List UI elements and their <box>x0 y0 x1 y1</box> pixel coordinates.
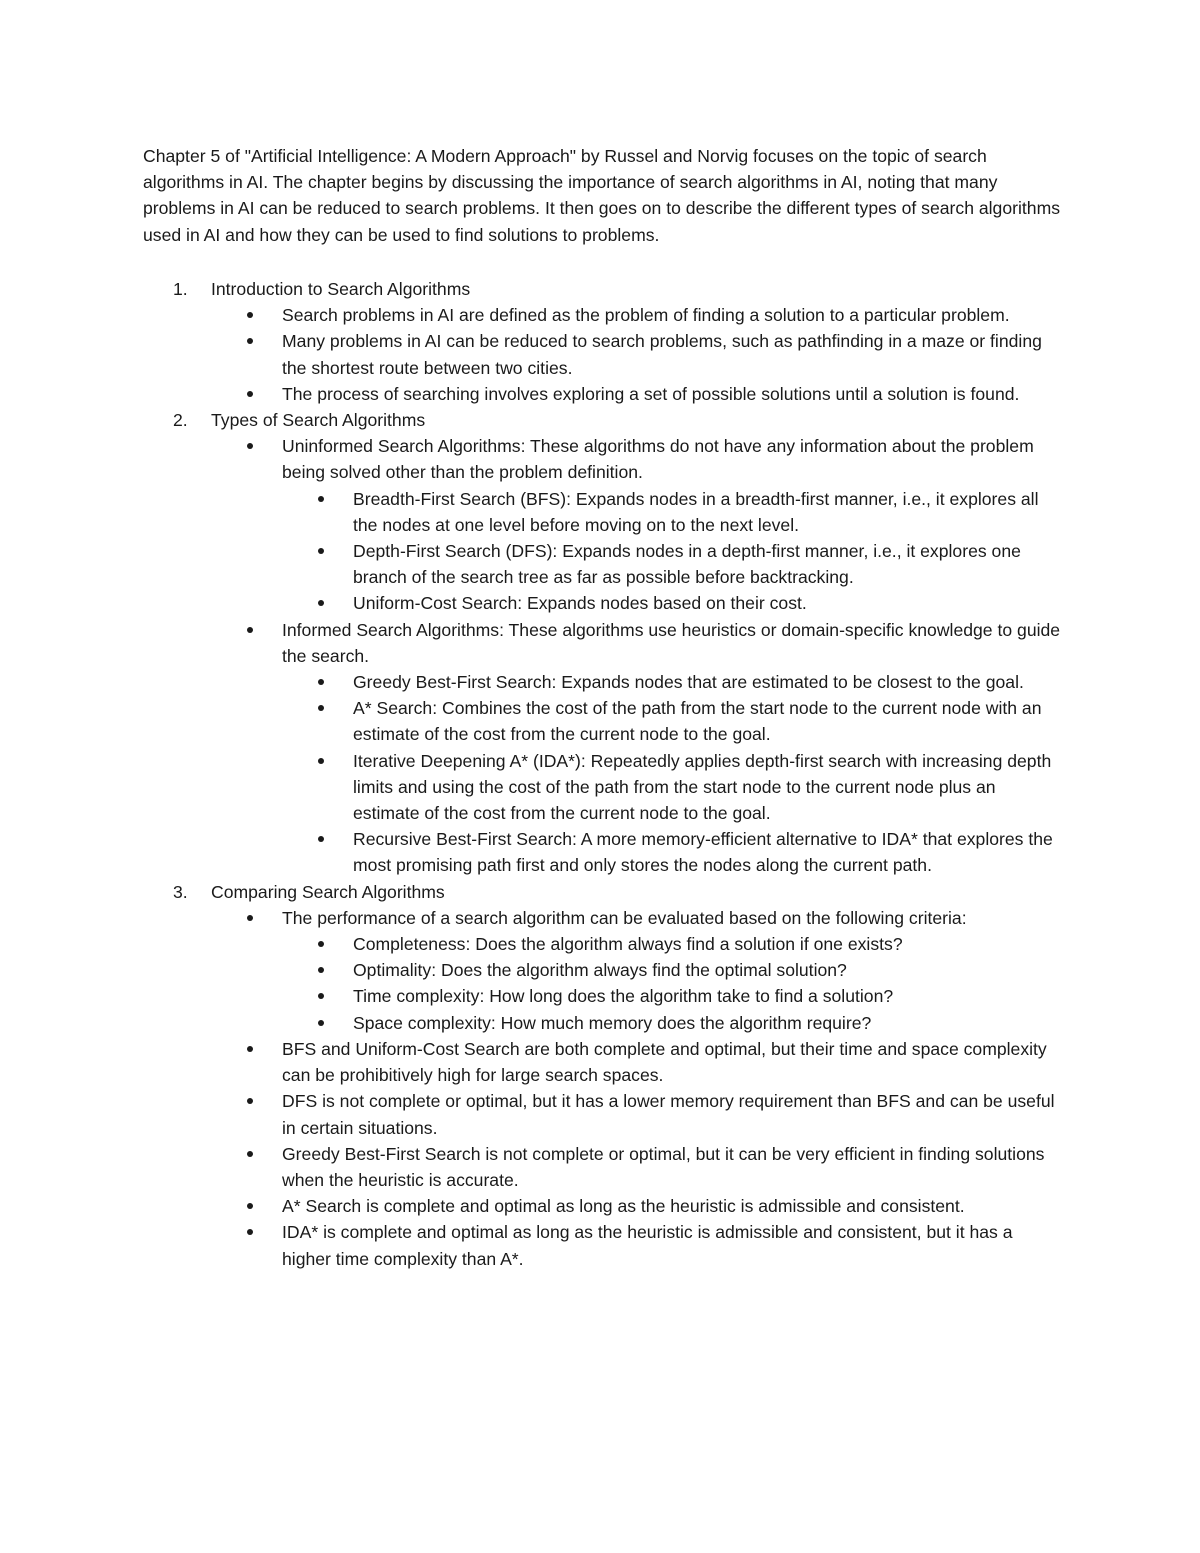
bullet-icon <box>318 496 324 502</box>
bullet-icon <box>318 600 324 606</box>
list-item: The process of searching involves exploring a set of possible solutions until a solution is found. <box>211 381 1063 407</box>
bullet-icon <box>318 758 324 764</box>
section-1 <box>143 276 1063 407</box>
sub-list-item: Optimality: Does the algorithm always find the optimal solution? <box>282 957 1063 983</box>
list-item: IDA* is complete and optimal as long as the heuristic is admissible and consistent, but it has a higher time complexity than A*. <box>211 1219 1063 1271</box>
bullet-icon <box>318 836 324 842</box>
bullet-icon <box>318 548 324 554</box>
section-number: 3. <box>173 881 188 902</box>
bullet-icon <box>318 993 324 999</box>
list-item: Many problems in AI can be reduced to search problems, such as pathfinding in a maze or finding the shortest route between two cities. <box>211 328 1063 380</box>
bullet-icon <box>318 1020 324 1026</box>
bullet-icon <box>247 391 253 397</box>
section-title: Types of Search Algorithms <box>211 410 426 431</box>
bullet-icon <box>247 627 253 633</box>
sub-list-item: Completeness: Does the algorithm always find a solution if one exists? <box>282 931 1063 957</box>
bullet-icon <box>247 1046 253 1052</box>
section-list <box>143 276 1063 1272</box>
sub-list-item: Uniform-Cost Search: Expands nodes based on their cost. <box>282 590 1063 616</box>
bullet-icon <box>318 679 324 685</box>
bullet-icon <box>318 705 324 711</box>
bullet-icon <box>247 915 253 921</box>
list-item: Search problems in AI are defined as the problem of finding a solution to a particular problem. <box>211 302 1063 328</box>
bullet-icon <box>247 1098 253 1104</box>
section-number: 2. <box>173 410 188 431</box>
sub-list-item: Breadth-First Search (BFS): Expands nodes in a breadth-first manner, i.e., it explores all the nodes at one level before moving on to the next level. <box>282 486 1063 538</box>
section-number: 1. <box>173 279 188 299</box>
bullet-icon <box>247 443 253 449</box>
section-3 <box>143 879 1063 1272</box>
bullet-icon <box>247 1151 253 1157</box>
list-item: Uninformed Search Algorithms: These algorithms do not have any information about the problem being solved other than the problem definition. Breadth-First Search (BFS): Expands nodes in a breadth-first manner, i.e., it explores all the nodes at one level before moving on to the next level. Depth-First Search (DFS): Expands nodes in a depth-first manner, i.e., it explores one branch of the search tree as far as possible before backtracking. Uniform-Cost Search: Expands nodes based on their cost. <box>211 433 1063 616</box>
list-item: DFS is not complete or optimal, but it has a lower memory requirement than BFS and can be useful in certain situations. <box>211 1088 1063 1140</box>
sub-list-item: Iterative Deepening A* (IDA*): Repeatedly applies depth-first search with increasing depth limits and using the cost of the path from the start node to the current node plus an estimate of the cost from the current node to the goal. <box>282 748 1063 827</box>
bullet-icon <box>247 338 253 344</box>
sub-list-item: Depth-First Search (DFS): Expands nodes in a depth-first manner, i.e., it explores one branch of the search tree as far as possible before backtracking. <box>282 538 1063 590</box>
list-item: Greedy Best-First Search is not complete or optimal, but it can be very efficient in finding solutions when the heuristic is accurate. <box>211 1141 1063 1193</box>
section-2 <box>143 407 1063 879</box>
sub-list-item: Time complexity: How long does the algorithm take to find a solution? <box>282 983 1063 1009</box>
bullet-icon <box>318 967 324 973</box>
bullet-icon <box>247 312 253 318</box>
list-item: BFS and Uniform-Cost Search are both complete and optimal, but their time and space complexity can be prohibitively high for large search spaces. <box>211 1036 1063 1088</box>
bullet-icon <box>318 941 324 947</box>
sub-list-item: A* Search: Combines the cost of the path from the start node to the current node with an estimate of the cost from the current node to the goal. <box>282 695 1063 747</box>
list-item: A* Search is complete and optimal as long as the heuristic is admissible and consistent. <box>211 1193 1063 1219</box>
sub-list-item: Greedy Best-First Search: Expands nodes that are estimated to be closest to the goal. <box>282 669 1063 695</box>
bullet-icon <box>247 1229 253 1235</box>
bullet-icon <box>247 1203 253 1209</box>
list-item: Informed Search Algorithms: These algorithms use heuristics or domain-specific knowledge to guide the search. Greedy Best-First Search: Expands nodes that are estimated to be closest to the goal. A* Search: Combines the cost of the path from the start node to the current node with an estimate of the cost from the current node to the goal. Iterative Deepening A* (IDA*): Repeatedly applies depth-first search with increasing depth limits and using the cost of the path from the start node to the current node plus an estimate of the cost from the current node to the goal. Recursive Best-First Search: A more memory-efficient alternative to IDA* that explores the most promising path first and only stores the nodes along the current path. <box>211 617 1063 879</box>
intro-paragraph: Chapter 5 of "Artificial Intelligence: A Modern Approach" by Russel and Norvig focuses on the topic of search algorithms in AI. The chapter begins by discussing the importance of search algorithms in AI, noting that many problems in AI can be reduced to search problems. It then goes on to describe the different types of search algorithms used in AI and how they can be used to find solutions to problems. <box>143 146 1061 245</box>
section-title: Comparing Search Algorithms <box>211 881 445 902</box>
list-item: The performance of a search algorithm can be evaluated based on the following criteria: Completeness: Does the algorithm always find a solution if one exists? Optimality: Does the algorithm always find the optimal solution? Time complexity: How long does the algorithm take to find a solution? Space complexity: How much memory does the algorithm require? <box>211 905 1063 1036</box>
sub-list-item: Recursive Best-First Search: A more memory-efficient alternative to IDA* that explores the most promising path first and only stores the nodes along the current path. <box>282 826 1063 878</box>
section-title: Introduction to Search Algorithms <box>211 279 471 299</box>
sub-list-item: Space complexity: How much memory does the algorithm require? <box>282 1010 1063 1036</box>
